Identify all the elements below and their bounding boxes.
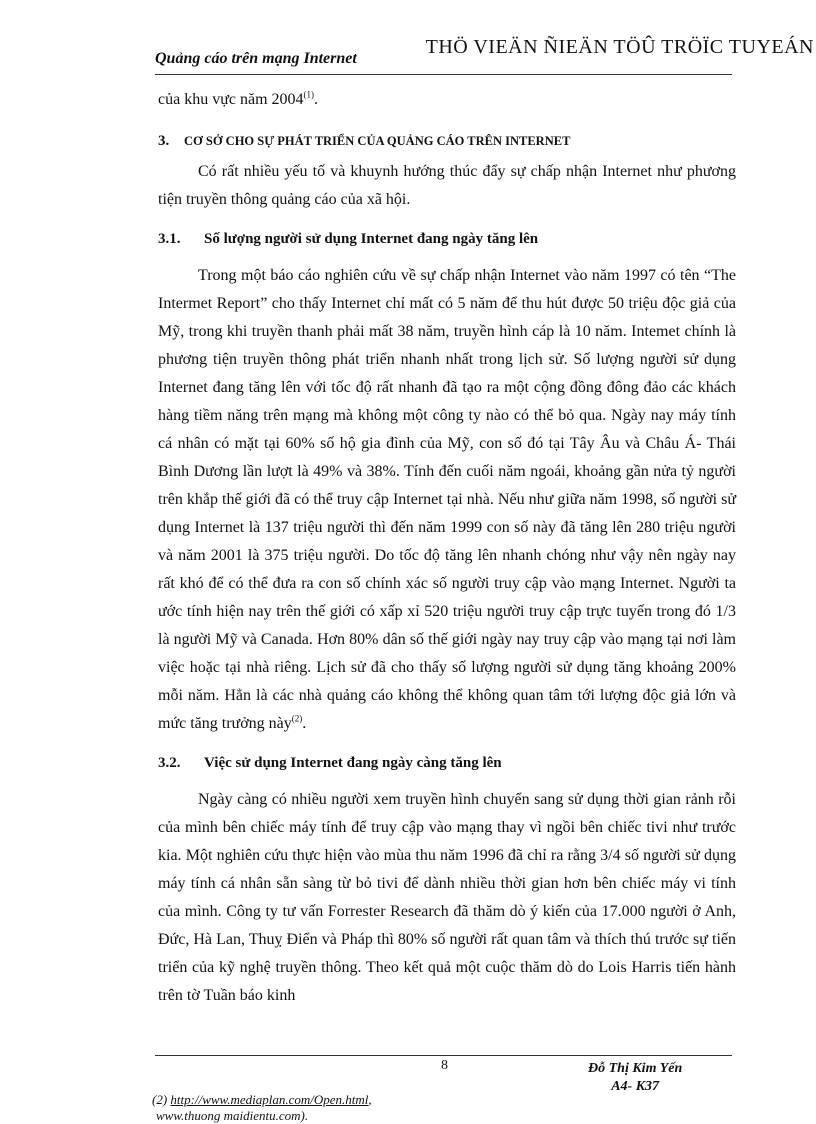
section-3-title: CƠ SỞ CHO SỰ PHÁT TRIỂN CỦA QUẢNG CÁO TRÊN INTERNET xyxy=(184,134,571,148)
footnote-link[interactable]: http://www.mediaplan.com/Open.html xyxy=(170,1092,369,1107)
document-body xyxy=(158,86,736,1010)
section-3-number: 3. xyxy=(158,133,170,149)
section-3-1-number: 3.1. xyxy=(158,231,181,247)
section-3-1-title: Số lượng người sử dụng Internet đang ngày tăng lên xyxy=(204,231,539,247)
page-header-title: Quảng cáo trên mạng Internet xyxy=(155,50,357,67)
section-3-2-number: 3.2. xyxy=(158,755,181,771)
section-3-1-paragraph: Trong một báo cáo nghiên cứu về sự chấp nhận Internet vào năm 1997 có tên “The Intermet Report” cho thấy Internet chỉ mất có 5 năm để thu hút được 50 triệu độc giả của Mỹ, trong khi truyền thanh phải mất 38 năm, truyền hình cáp là 10 năm. Intemet chính là phương tiện truyền thông phát triển nhanh nhất trong lịch sử. Số lượng người sử dụng Internet đang tăng lên với tốc độ rất nhanh đã tạo ra một cộng đồng đông đảo các khách hàng tiềm năng trên mạng mà không một công ty nào có thể bỏ qua. Ngày nay máy tính cá nhân có mặt tại 60% số hộ gia đình của Mỹ, con số đó tại Tây Âu và Châu Á- Thái Bình Dương lần lượt là 49% và 38%. Tính đến cuối năm ngoái, khoảng gần nửa tỷ người trên khắp thế giới đã có thể truy cập Internet tại nhà. Nếu như giữa năm 1998, số người sử dụng Internet là 137 triệu người thì đến năm 1999 con số này đã tăng lên 280 triệu người và năm 2001 là 375 triệu người. Do tốc độ tăng lên nhanh chóng như vậy nên ngày nay rất khó để có thể đưa ra con số chính xác số người truy cập vào mạng Internet. Người ta ước tính hiện nay trên thế giới có xấp xỉ 520 triệu người truy cập trực tuyến trong đó 1/3 là người Mỹ và Canada. Hơn 80% dân số thế giới ngày nay truy cập vào mạng tại nơi làm việc hoặc tại nhà riêng. Lịch sử đã cho thấy số lượng người sử dụng tăng khoảng 200% mỗi năm. Hẳn là các nhà quảng cáo không thể không quan tâm tới lượng độc giả lớn và mức tăng trưởng này$^{(2)}$. xyxy=(158,267,736,732)
section-3-2-paragraph: Ngày càng có nhiều người xem truyền hình chuyển sang sử dụng thời gian rảnh rỗi của mình bên chiếc máy tính để truy cập vào mạng thay vì ngồi bên chiếc tivi như trước kia. Một nghiên cứu thực hiện vào mùa thu năm 1996 đã chỉ ra rằng 3/4 số người sử dụng máy tính cá nhân sẵn sàng từ bỏ tivi để dành nhiều thời gian hơn bên chiếc máy vi tính của mình. Công ty tư vấn Forrester Research đã thăm dò ý kiến của 17.000 người ở Anh, Đức, Hà Lan, Thuỵ Điển và Pháp thì 80% số người rất quan tâm và thích thú trước sự tiến triển của kỹ nghệ truyền thông. Theo kết quả một cuộc thăm dò do Lois Harris tiến hành trên tờ Tuần báo kinh xyxy=(158,791,736,1004)
author-signature xyxy=(588,1060,682,1096)
author-class: A4- K37 xyxy=(611,1079,660,1094)
section-3-paragraph: Có rất nhiều yếu tố và khuynh hướng thúc đẩy sự chấp nhận Internet như phương tiện truyền thông quảng cáo của xã hội. xyxy=(158,163,736,208)
footer-divider xyxy=(155,1055,732,1056)
section-3-2-title: Việc sử dụng Internet đang ngày càng tăng lên xyxy=(204,755,502,771)
footnote-ref-2: (2) xyxy=(291,713,303,724)
footnote: (2) http://www.mediaplan.com/Open.html, www.thuong maidientu.com). xyxy=(152,1092,372,1123)
section-3-1-heading xyxy=(158,226,736,252)
author-name: Đỗ Thị Kim Yến xyxy=(588,1061,683,1076)
header-divider xyxy=(155,74,732,75)
footnote-ref-1: (1) xyxy=(303,89,315,100)
page-number: 8 xyxy=(441,1058,448,1073)
section-3-heading xyxy=(158,128,736,154)
footnote-line-2: www.thuong maidientu.com). xyxy=(156,1108,309,1123)
section-3-2-heading xyxy=(158,750,736,776)
intro-continuation: của khu vực năm 2004$^{(1)}$. xyxy=(158,89,319,108)
watermark-text: THÖ VIEÄN ÑIEÄN TÖÛ TRÖÏC TUYEÁN xyxy=(425,36,814,58)
